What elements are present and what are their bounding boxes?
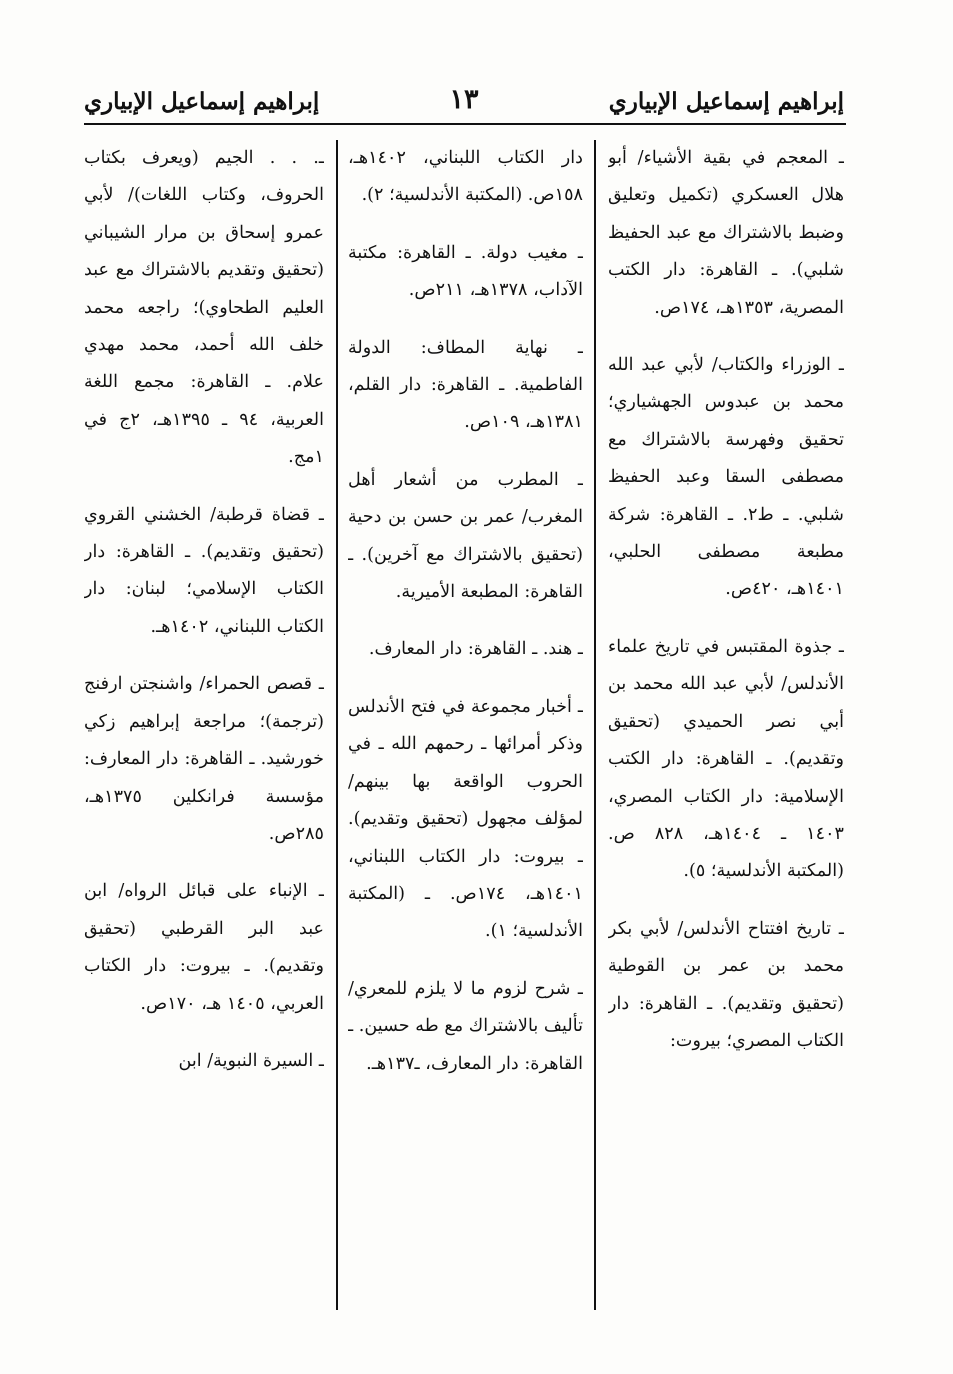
- column-right: [608, 140, 844, 1310]
- bibliography-entry: ـ الوزراء والكتاب/ لأبي عبد الله محمد بن عبدوس الجهشياري؛ تحقيق وفهرسة بالاشتراك مع مصطفى السقا وعبد الحفيظ شلبي. ـ ط٢. ـ القاهرة: شركة مطبعة مصطفى الحلبي، ١٤٠١هـ، ٤٢٠ص.: [608, 355, 844, 600]
- column-divider: [336, 140, 338, 1310]
- header-author-right: إبراهيم إسماعيل الإبياري: [608, 88, 844, 115]
- column-left: [84, 140, 324, 1310]
- bibliography-entry: ـ قصص الحمراء/ واشنجتن ارفنج (ترجمة)؛ مراجعة إبراهيم زكي خورشيد. ـ القاهرة: دار المعارف: مؤسسة فرانكلين ١٣٧٥هـ، ٢٨٥ص.: [84, 674, 324, 844]
- bibliography-entry: دار الكتاب اللبناني، ١٤٠٢هـ، ١٥٨ص. (المكتبة الأندلسية؛ ٢).: [348, 148, 583, 206]
- bibliography-entry: ـ جذوة المقتبس في تاريخ علماء الأندلس/ لأبي عبد الله محمد بن أبي نصر الحميدي (تحقيق وتقديم). ـ القاهرة: دار الكتب الإسلامية: دار الكتاب المصري، ١٤٠٣ ـ ١٤٠٤هـ، ٨٢٨ ص. (المكتبة الأندلسية؛ ٥).: [608, 636, 844, 882]
- column-divider: [594, 140, 596, 1310]
- running-header: [84, 84, 844, 122]
- bibliography-entry: ـ مغيب دولة. ـ القاهرة: مكتبة الآداب، ١٣٧٨هـ، ٢١١ص.: [348, 242, 583, 301]
- bibliography-entry: ـ. . . الجيم (ويعرف بكتاب الحروف، وكتاب اللغات)/ لأبي عمرو إسحاق بن مرار الشيباني (تحقيق وتقديم بالاشتراك مع عبد العليم الطحاوي)؛ راجعه محمد خلف الله أحمد، محمد مهدي علام. ـ القاهرة: مجمع اللغة العربية، ٩٤ ـ ١٣٩٥هـ، ٢ج في ١مج.: [84, 148, 324, 468]
- bibliography-entry: ـ المعجم في بقية الأشياء/ أبو هلال العسكري (تكميل وتعليق وضبط بالاشتراك مع عبد الحفيظ شلبي). ـ القاهرة: دار الكتب المصرية، ١٣٥٣هـ، ١٧٤ص.: [608, 148, 844, 318]
- bibliography-entry: ـ نهاية المطاف: الدولة الفاطمية. ـ القاهرة: دار القلم، ١٣٨١هـ، ١٠٩ص.: [348, 337, 583, 433]
- bibliography-entry: ـ الإنباء على قبائل الرواه/ ابن عبد البر القرطبي (تحقيق وتقديم). ـ بيروت: دار الكتاب العربي، ١٤٠٥ هـ، ١٧٠ص.: [84, 881, 324, 1014]
- header-author-left: إبراهيم إسماعيل الإبياري: [84, 88, 320, 115]
- page-number: ١٣: [449, 84, 479, 115]
- bibliography-entry: ـ السيرة النبوية/ ابن: [178, 1050, 324, 1071]
- bibliography-entry: ـ قضاة قرطبة/ الخشني القروي (تحقيق وتقديم). ـ القاهرة: دار الكتاب الإسلامي؛ لبنان: دار الكتاب اللبناني، ١٤٠٢هـ.: [84, 504, 324, 637]
- bibliography-entry: ـ المطرب من أشعار أهل المغرب/ عمر بن حسن بن دحية (تحقيق بالاشتراك مع آخرين). ـ القاهرة: المطبعة الأميرية.: [348, 469, 583, 603]
- bibliography-entry: ـ تاريخ افتتاح الأندلس/ لأبي بكر محمد بن عمر بن القوطية (تحقيق وتقديم). ـ القاهرة: دار الكتاب المصري؛ بيروت:: [608, 918, 844, 1051]
- bibliography-entry: ـ شرح لزوم ما لا يلزم للمعري/ تأليف بالاشتراك مع طه حسين. ـ القاهرة: دار المعارف، ـ١٣٧هـ.: [348, 978, 583, 1074]
- column-middle: [348, 140, 583, 1310]
- bibliography-entry: ـ هند. ـ القاهرة: دار المعارف.: [368, 639, 583, 660]
- header-rule: [84, 123, 846, 125]
- bibliography-entry: ـ أخبار مجموعة في فتح الأندلس وذكر أمرائها ـ رحمهم الله ـ في الحروب الواقعة بها بينهم/ لمؤلف مجهول (تحقيق وتقديم). ـ بيروت: دار الكتاب اللبناني، ١٤٠١هـ، ١٧٤ص. ـ (المكتبة الأندلسية؛ ١).: [348, 696, 583, 942]
